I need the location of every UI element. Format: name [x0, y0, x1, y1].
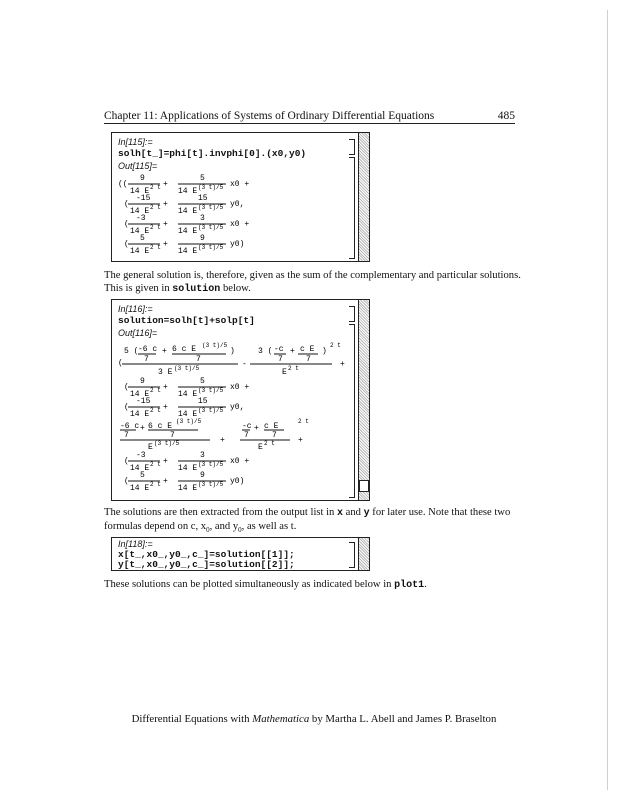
paragraph-extract-solutions: The solutions are then extracted from the output list in x and y for later use. Note that these two formulas depend on c, $x_0$, and $y_0$, as well as t.	[104, 507, 511, 534]
page-edge-line	[607, 10, 608, 790]
svg-text:2 t: 2 t	[150, 481, 161, 488]
svg-text:+: +	[163, 220, 168, 229]
chapter-title: Chapter 11: Applications of Systems of Ordinary Differential Equations	[104, 110, 435, 122]
svg-text:2 t: 2 t	[150, 244, 161, 251]
svg-text:-c: -c	[274, 345, 284, 354]
svg-text:(: (	[124, 383, 129, 392]
output-expression	[118, 173, 348, 258]
input-label: In[118]:=	[118, 539, 153, 549]
svg-text:14 E: 14 E	[130, 484, 150, 493]
svg-text:(: (	[124, 220, 129, 229]
svg-text:+: +	[163, 457, 168, 466]
svg-text:y0): y0)	[230, 477, 245, 486]
scrollbar-thumb[interactable]	[359, 480, 369, 492]
svg-text:-3: -3	[136, 214, 146, 223]
svg-text:14 E: 14 E	[130, 464, 150, 473]
svg-text:2 t: 2 t	[288, 365, 299, 372]
input-cell-bracket[interactable]	[349, 306, 355, 322]
svg-text:+: +	[163, 403, 168, 412]
output-cell-bracket[interactable]	[349, 157, 355, 259]
svg-text:E: E	[258, 443, 263, 452]
svg-text:((: ((	[118, 180, 128, 189]
svg-text:(3 t)/5: (3 t)/5	[198, 184, 224, 191]
notebook-cell-118[interactable]	[111, 537, 370, 571]
svg-text:): )	[230, 347, 235, 356]
svg-text:(: (	[124, 200, 129, 209]
input-code[interactable]: solh[t_]=phi[t].invphi[0].(x0,y0)	[118, 148, 307, 159]
svg-text:(3 t)/5: (3 t)/5	[198, 481, 224, 488]
svg-text:+: +	[163, 180, 168, 189]
svg-text:3 E: 3 E	[158, 368, 173, 377]
notebook-cell-115[interactable]	[111, 132, 370, 262]
svg-text:-15: -15	[136, 397, 151, 406]
svg-text:(: (	[124, 477, 129, 486]
svg-text:7: 7	[124, 431, 129, 440]
notebook-cell-116[interactable]	[111, 299, 370, 501]
svg-text:(3 t)/5: (3 t)/5	[176, 418, 202, 425]
svg-text:3 (: 3 (	[258, 347, 273, 356]
svg-text:14 E: 14 E	[178, 247, 198, 256]
svg-text:-6 c: -6 c	[138, 345, 158, 354]
input-label: In[116]:=	[118, 304, 153, 314]
svg-text:+: +	[140, 424, 145, 433]
svg-text:5: 5	[140, 471, 145, 480]
svg-text:(3 t)/5: (3 t)/5	[174, 365, 200, 372]
svg-text:2 t: 2 t	[150, 224, 161, 231]
svg-text:+: +	[163, 240, 168, 249]
svg-text:7: 7	[306, 355, 311, 364]
svg-text:+: +	[298, 436, 303, 445]
svg-text:2 t: 2 t	[150, 407, 161, 414]
svg-text:7: 7	[144, 355, 149, 364]
svg-text:-: -	[242, 360, 247, 369]
svg-text:14 E: 14 E	[130, 390, 150, 399]
svg-text:+: +	[163, 383, 168, 392]
output-label: Out[116]=	[118, 328, 158, 338]
svg-text:3: 3	[200, 451, 205, 460]
paragraph-general-solution: The general solution is, therefore, given as the sum of the complementary and particular solutions. This is given in solution below.	[104, 270, 521, 295]
svg-text:14 E: 14 E	[178, 187, 198, 196]
input-cell-bracket[interactable]	[349, 139, 355, 155]
svg-text:2 t: 2 t	[264, 440, 275, 447]
svg-text:(3 t)/5: (3 t)/5	[198, 244, 224, 251]
svg-text:-6 c: -6 c	[120, 422, 140, 431]
svg-text:y0,: y0,	[230, 200, 245, 209]
output-math-render	[118, 340, 354, 496]
svg-text:c E: c E	[300, 345, 315, 354]
output-math-render	[118, 173, 348, 258]
svg-text:14 E: 14 E	[178, 464, 198, 473]
svg-text:7: 7	[196, 355, 201, 364]
svg-text:-c: -c	[242, 422, 252, 431]
inline-code-plot1: plot1	[394, 580, 425, 591]
output-label: Out[115]=	[118, 161, 158, 171]
svg-text:c E: c E	[264, 422, 279, 431]
svg-text:14 E: 14 E	[178, 484, 198, 493]
svg-text:14 E: 14 E	[178, 227, 198, 236]
svg-text:): )	[322, 347, 327, 356]
svg-text:3: 3	[200, 214, 205, 223]
svg-text:E: E	[282, 368, 287, 377]
svg-text:14 E: 14 E	[130, 187, 150, 196]
svg-text:9: 9	[140, 174, 145, 183]
svg-text:15: 15	[198, 194, 208, 203]
svg-text:E: E	[148, 443, 153, 452]
svg-text:+: +	[220, 436, 225, 445]
svg-text:15: 15	[198, 397, 208, 406]
svg-text:(3 t)/5: (3 t)/5	[202, 342, 228, 349]
svg-text:2 t: 2 t	[150, 184, 161, 191]
svg-text:-15: -15	[136, 194, 151, 203]
svg-text:+: +	[163, 477, 168, 486]
input-code[interactable]: solution=solh[t]+solp[t]	[118, 315, 255, 326]
svg-text:(: (	[118, 359, 123, 368]
svg-text:-3: -3	[136, 451, 146, 460]
svg-text:14 E: 14 E	[178, 410, 198, 419]
svg-text:+: +	[163, 200, 168, 209]
svg-text:(3 t)/5: (3 t)/5	[198, 461, 224, 468]
svg-text:5 (: 5 (	[124, 347, 139, 356]
running-footer: Differential Equations with Mathematica by Martha L. Abell and James P. Braselton	[131, 713, 497, 725]
svg-text:y0,: y0,	[230, 403, 245, 412]
paragraph-plot-note: These solutions can be plotted simultaneously as indicated below in plot1.	[104, 579, 427, 591]
svg-text:(3 t)/5: (3 t)/5	[198, 387, 224, 394]
scrollbar[interactable]	[358, 300, 369, 500]
svg-text:(3 t)/5: (3 t)/5	[198, 407, 224, 414]
svg-text:2 t: 2 t	[150, 204, 161, 211]
svg-text:7: 7	[244, 431, 249, 440]
input-label: In[115]:=	[118, 137, 153, 147]
svg-text:5: 5	[200, 174, 205, 183]
svg-text:2 t: 2 t	[298, 418, 309, 425]
input-code-line-2[interactable]: y[t_,x0_,y0_,c_]=solution[[2]];	[118, 559, 295, 570]
svg-text:(: (	[124, 240, 129, 249]
svg-text:14 E: 14 E	[130, 227, 150, 236]
svg-text:+: +	[254, 424, 259, 433]
inline-code-solution: solution	[172, 283, 221, 295]
svg-text:9: 9	[200, 234, 205, 243]
svg-text:2 t: 2 t	[330, 342, 341, 349]
svg-text:6 c E: 6 c E	[148, 422, 173, 431]
svg-text:(: (	[124, 403, 129, 412]
svg-text:x0 +: x0 +	[230, 220, 250, 229]
svg-text:14 E: 14 E	[178, 390, 198, 399]
svg-text:14 E: 14 E	[130, 410, 150, 419]
svg-text:14 E: 14 E	[178, 207, 198, 216]
svg-text:y0): y0)	[230, 240, 245, 249]
output-expression	[118, 340, 354, 496]
svg-text:7: 7	[170, 431, 175, 440]
svg-text:x0 +: x0 +	[230, 383, 250, 392]
svg-text:14 E: 14 E	[130, 207, 150, 216]
svg-text:+: +	[290, 347, 295, 356]
svg-text:2 t: 2 t	[150, 387, 161, 394]
svg-text:7: 7	[272, 431, 277, 440]
svg-text:+: +	[162, 347, 167, 356]
running-header	[104, 110, 515, 122]
header-rule	[104, 123, 515, 124]
scrollbar[interactable]	[358, 538, 369, 570]
svg-text:9: 9	[200, 471, 205, 480]
input-code-line-1[interactable]: x[t_,x0_,y0_,c_]=solution[[1]];	[118, 549, 295, 560]
svg-text:14 E: 14 E	[130, 247, 150, 256]
input-cell-bracket[interactable]	[349, 542, 355, 568]
svg-text:(3 t)/5: (3 t)/5	[154, 440, 180, 447]
scrollbar[interactable]	[358, 133, 369, 261]
svg-text:2 t: 2 t	[150, 461, 161, 468]
svg-text:5: 5	[200, 377, 205, 386]
svg-text:x0 +: x0 +	[230, 457, 250, 466]
svg-text:7: 7	[278, 355, 283, 364]
svg-text:(3 t)/5: (3 t)/5	[198, 204, 224, 211]
svg-text:(: (	[124, 457, 129, 466]
svg-text:6 c E: 6 c E	[172, 345, 197, 354]
page-number: 485	[497, 110, 515, 122]
svg-text:(3 t)/5: (3 t)/5	[198, 224, 224, 231]
svg-text:+: +	[340, 360, 345, 369]
svg-text:x0 +: x0 +	[230, 180, 250, 189]
svg-text:9: 9	[140, 377, 145, 386]
svg-text:5: 5	[140, 234, 145, 243]
